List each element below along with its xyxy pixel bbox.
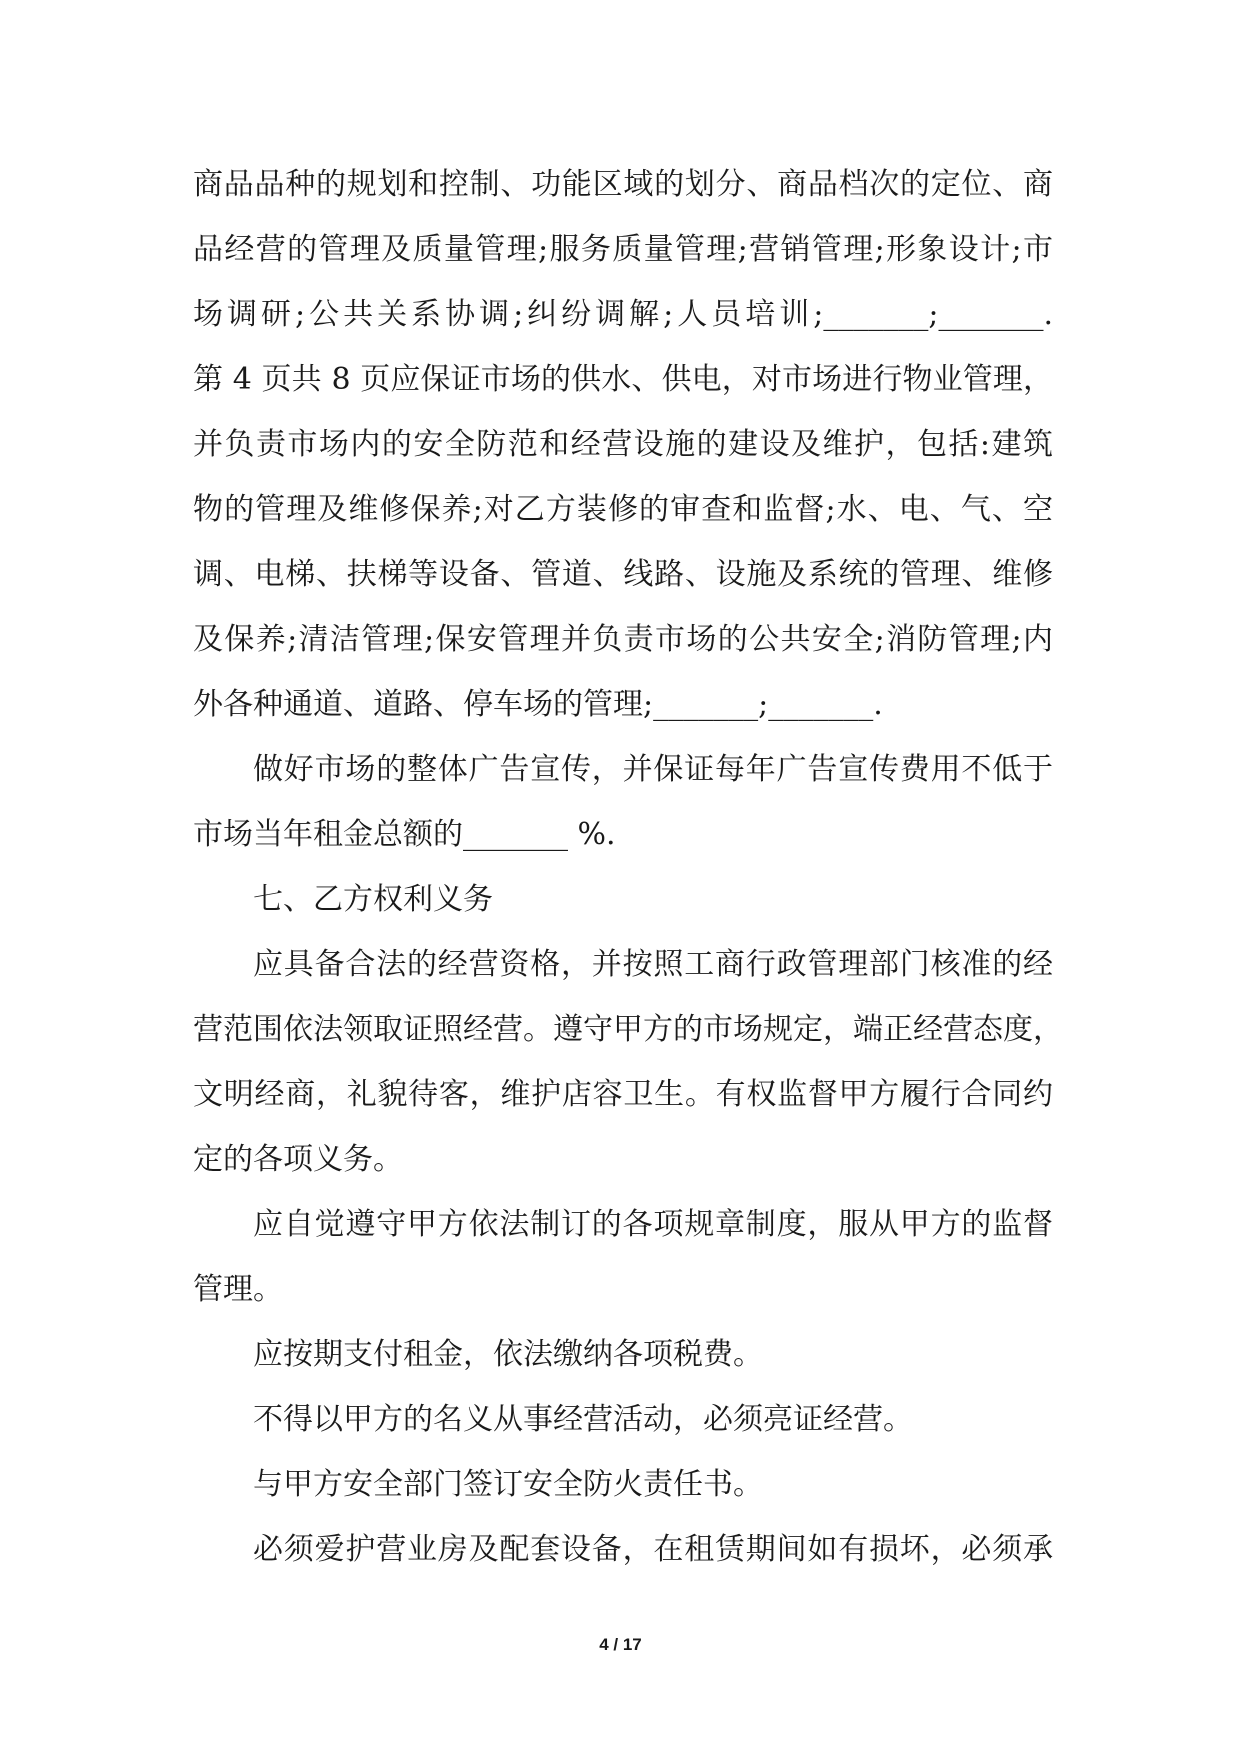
text-line: 品经营的管理及质量管理;服务质量管理;营销管理;形象设计;市 — [193, 232, 1053, 267]
text-line: 场调研;公共关系协调;纠纷调解;人员培训;_______;_______. — [193, 297, 1053, 332]
text-line: 及保养;清洁管理;保安管理并负责市场的公共安全;消防管理;内 — [193, 622, 1053, 657]
text-line: 定的各项义务。 — [193, 1142, 403, 1177]
text-line: 商品品种的规划和控制、功能区域的划分、商品档次的定位、商 — [193, 167, 1053, 202]
document-body — [193, 152, 1063, 1582]
text-line: 第 4 页共 8 页应保证市场的供水、供电，对市场进行物业管理， — [193, 362, 1053, 397]
page-number: 4 / 17 — [599, 1635, 642, 1654]
text-line: 并负责市场内的安全防范和经营设施的建设及维护，包括:建筑 — [193, 427, 1053, 462]
text-line: 物的管理及维修保养;对乙方装修的审查和监督;水、电、气、空 — [193, 492, 1053, 527]
text-line: 文明经商，礼貌待客，维护店容卫生。有权监督甲方履行合同约 — [193, 1077, 1053, 1112]
text-line: 做好市场的整体广告宣传，并保证每年广告宣传费用不低于 — [253, 752, 1053, 787]
text-line: 营范围依法领取证照经营。遵守甲方的市场规定，端正经营态度， — [193, 1012, 1063, 1047]
text-line: 管理。 — [193, 1272, 283, 1307]
text-line: 应按期支付租金，依法缴纳各项税费。 — [253, 1337, 763, 1372]
text-line: 应自觉遵守甲方依法制订的各项规章制度，服从甲方的监督 — [253, 1207, 1053, 1242]
text-line: 不得以甲方的名义从事经营活动，必须亮证经营。 — [253, 1402, 913, 1437]
text-line: 调、电梯、扶梯等设备、管道、线路、设施及系统的管理、维修 — [193, 557, 1053, 592]
text-line: 与甲方安全部门签订安全防火责任书。 — [253, 1467, 763, 1502]
text-line: 外各种通道、道路、停车场的管理;_______;_______. — [193, 687, 883, 722]
text-line: 七、乙方权利义务 — [253, 882, 493, 917]
text-line: 必须爱护营业房及配套设备，在租赁期间如有损坏，必须承 — [253, 1532, 1053, 1567]
text-line: 应具备合法的经营资格，并按照工商行政管理部门核准的经 — [253, 947, 1053, 982]
text-line: 市场当年租金总额的_______ %. — [193, 817, 616, 852]
